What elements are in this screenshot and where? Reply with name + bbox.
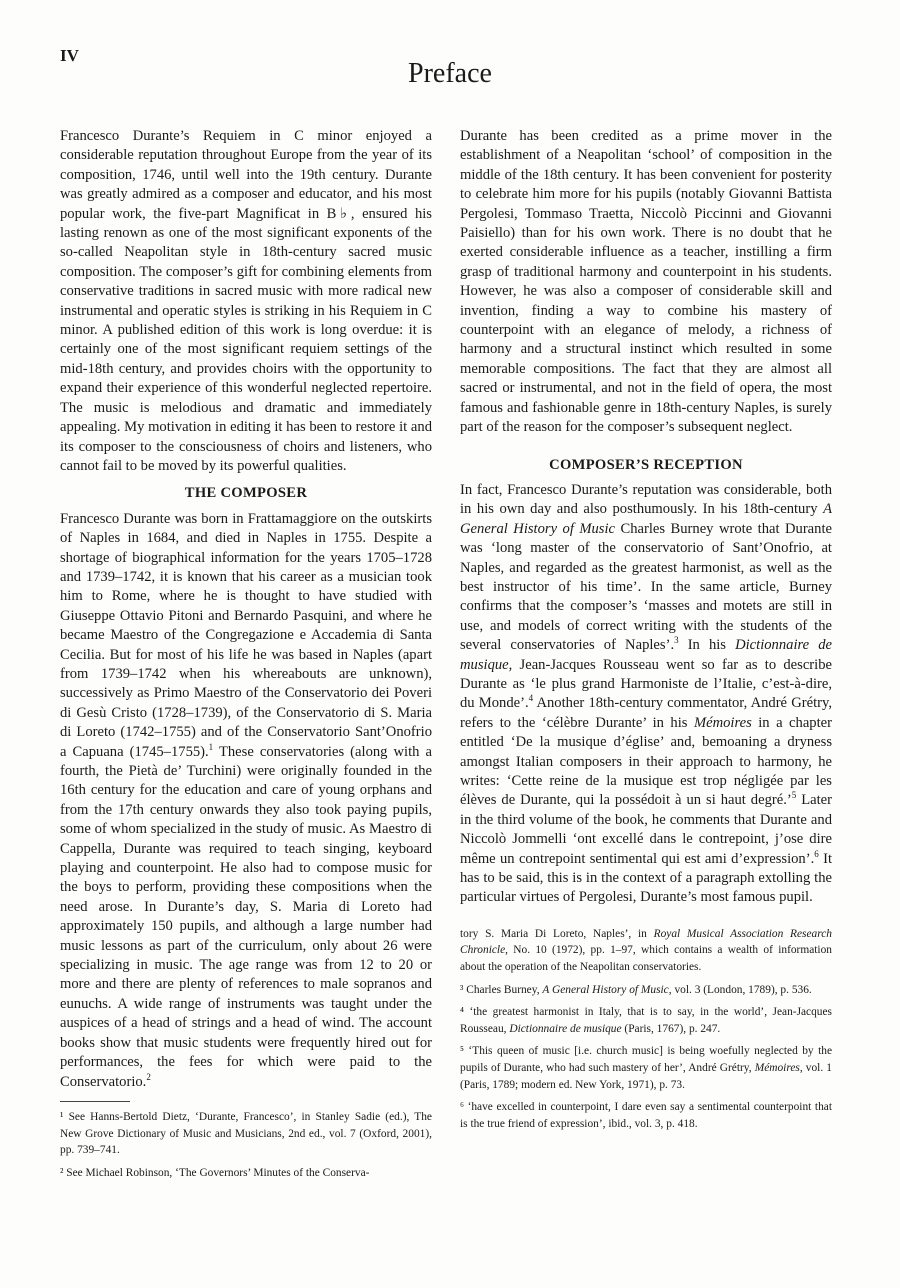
composer-text-a: Francesco Durante was born in Frattamaggiore on the outskirts of Naples in 1684, and died in Naples in 1755. Despite a shortage of biographical information for the years 1705–1728 and 1739–1742, it is known that his career as a musician took him to Rome, where he is thought to have studied with Giuseppe Ottavio Pitoni and Bernardo Pasquini, and where he became Maestro of the Congregazione e Accademia di Santa Cecilia. But for most of his life he was based in Naples (apart from 1739–1742 when his whereabouts are unknown), successively as Primo Maestro of the Conservatorio dei Poveri di Gesù Cristo (1728–1739), of the Conservatorio di S. Maria di Loreto (1742–1755) and of the Conservatorio Sant’Onofrio a Capuana (1745–1755).: [60, 510, 432, 760]
fn3-title: A General History of Music: [542, 983, 669, 996]
reception-text-k: It has to be said, this is in the context of a paragraph extolling the particular virtues of Pergolesi, Durante’s most famous pupil.: [460, 850, 832, 906]
fn2-text-c: , No. 10 (1972), pp. 1–97, which contains a wealth of information about the operation of the Neapolitan conservatories.: [460, 944, 832, 974]
composer-heading: THE COMPOSER: [184, 485, 308, 502]
footnote-ref-6: 6: [814, 848, 819, 859]
left-column: [60, 127, 432, 1187]
reception-text-a: In fact, Francesco Durante’s reputation was considerable, both in his own day and also posthumously. In his 18th-century: [460, 481, 832, 518]
reception-text-f: , Jean-Jacques Rousseau went so far as to describe Durante as ‘le plus grand Harmoniste de l’Italie, c’est-à-dire, du Monde’.: [460, 656, 832, 712]
fn4-title: Dictionnaire de musique: [509, 1022, 622, 1035]
footnote-ref-1: 1: [208, 741, 214, 752]
page-number: IV: [60, 46, 79, 65]
fn2-journal-title: Royal Musical Association Research Chronicle: [460, 927, 832, 957]
burney-title: A General History of Music: [460, 501, 832, 537]
footnote-divider: [60, 1101, 130, 1102]
footnote-2-continued: [460, 926, 832, 976]
composer-text-b: These conservatories (along with a fourth, the Pietà de’ Turchini) were originally founded in the 16th century for the education and care of young orphans and from the 17th century onwards they also took paying pupils, some of whom specialized in the study of music. As Maestro di Cappella, Durante was required to teach singing, keyboard playing and counterpoint. He also had to compose music for the boys to perform, providing these compositions when the need arose. In Durante’s day, S. Maria di Loreto had approximately 150 pupils, and although a large number had music lessons as part of the curriculum, only about 26 were specializing in music. The age range was from 12 to 20 or more and there are plenty of references to male sopranos and eunuchs. A wide range of instruments was taught under the auspices of a head of strings and a head of wind. The account books show that music students were frequently hired out for performances, the fees for which were paid to the Conservatorio.: [60, 743, 432, 1090]
footnote-5: [460, 1043, 832, 1093]
footnote-ref-2: 2: [146, 1071, 151, 1082]
fn2-text-a: tory S. Maria Di Loreto, Naples’, in: [460, 927, 654, 940]
fn5-text-a: ⁵ ‘This queen of music [i.e. church music] is being woefully neglected by the pupils of Durante, who had such mastery of her’, André Grétry,: [460, 1045, 832, 1074]
footnote-3: [460, 982, 832, 999]
fn3-text-c: , vol. 3 (London, 1789), p. 536.: [668, 983, 812, 996]
reception-text-d: In his: [678, 637, 736, 654]
reception-text-j: Later in the third volume of the book, he comments that Durante and Niccolò Jommelli ‘ont excellé dans le contrepoint, j’ose dire même un contrepoint sentimental qui est ami d’expression’.: [460, 792, 832, 867]
rousseau-title: Dictionnaire de musique: [460, 637, 832, 673]
gretry-title: Mémoires: [693, 714, 752, 731]
fn4-text-a: ⁴ ‘the greatest harmonist in Italy, that is to say, in the world’, Jean-Jacques Rousseau,: [460, 1006, 832, 1035]
footnote-ref-4: 4: [528, 693, 534, 704]
footnote-4: [460, 1004, 832, 1037]
page-title: Preface: [408, 58, 492, 89]
school-paragraph: Durante has been credited as a prime mover in the establishment of a Neapolitan ‘school’ of composition in the middle of the 18th century. It has been convenient for posterity to celebrate him more for his pupils (notably Giovanni Battista Pergolesi, Tommaso Traetta, Niccolò Piccinni and Giovanni Paisiello) than for his own work. There is no doubt that he exerted considerable influence as a teacher, instilling a firm grasp of traditional harmony and counterpoint in his students. However, he was also a composer of considerable skill and invention, finding a way to combine his mastery of counterpoint with an elegance of melody, a richness of harmony and a structural instinct which resulted in some memorable compositions. The fact that they are almost all sacred or instrumental, and not in the field of opera, the most famous and fashionable genre in 18th-century Naples, is surely part of the reason for the composer’s subsequent neglect.: [460, 128, 832, 436]
footnote-2: ² See Michael Robinson, ‘The Governors’ Minutes of the Conserva-: [60, 1166, 370, 1179]
footnote-6: ⁶ ‘have excelled in counterpoint, I dare even say a sentimental counterpoint that is the true friend of expression’, ibid., vol. 3, p. 418.: [460, 1101, 832, 1130]
footnote-ref-5: 5: [791, 790, 797, 801]
fn3-text-a: ³ Charles Burney,: [460, 983, 543, 996]
reception-text-i: in a chapter entitled ‘De la musique d’église’ and, bemoaning a dryness amongst Italian composers in their approach to harmony, he writes: ‘Cette reine de la musique est trop négligée par les élèves de Durante, qui la possédoit à un si haut degré.’: [460, 714, 832, 809]
composer-paragraph: [60, 510, 432, 1092]
right-column: [460, 127, 832, 1138]
fn5-title: Mémoires: [754, 1062, 800, 1074]
fn4-text-c: (Paris, 1767), p. 247.: [621, 1022, 721, 1035]
reception-heading: COMPOSER’S RECEPTION: [549, 456, 743, 473]
reception-text-g: Another 18th-century commentator, André Grétry, refers to the ‘célèbre Durante’ in his: [460, 695, 832, 731]
reception-paragraph: [460, 481, 832, 908]
footnote-ref-3: 3: [674, 635, 679, 646]
reception-text-c: Charles Burney wrote that Durante was ‘long master of the conservatorio of Sant’Onofrio, at Naples, and regarded as the greatest harmonist, as well as the best instructor of his time’. In the same article, Burney confirms that the composer’s ‘masses and motets are still in use, and models of correct writing with the students of the several conservatories of Naples’.: [460, 520, 832, 654]
intro-paragraph: Francesco Durante’s Requiem in C minor enjoyed a considerable reputation throughout Europe from the year of its composition, 1746, until well into the 19th century. Durante was greatly admired as a composer and educator, and his most popular work, the five-part Magnificat in B♭, ensured his lasting renown as one of the most significant exponents of the so-called Neapolitan style in 18th-century sacred music composition. The composer’s gift for combining elements from conservative traditions in sacred music with more radical new instrumental and operatic styles is striking in his Requiem in C minor. A published edition of this work is long overdue: it is certainly one of the most significant requiem settings of the mid-18th century, and provides choirs with the opportunity to expand their experience of this wonderful neglected repertoire. The music is melodious and dramatic and immediately appealing. My motivation in editing it has been to restore it and its composer to the consciousness of choirs and listeners, who cannot fail to be moved by its powerful qualities.: [60, 128, 432, 474]
footnote-1: ¹ See Hanns-Bertold Dietz, ‘Durante, Francesco’, in Stanley Sadie (ed.), The New Grove Dictionary of Music and Musicians, 2nd ed., vol. 7 (Oxford, 2001), pp. 739–741.: [60, 1110, 432, 1157]
fn5-text-c: , vol. 1 (Paris, 1789; modern ed. New York, 1971), p. 73.: [460, 1062, 832, 1091]
